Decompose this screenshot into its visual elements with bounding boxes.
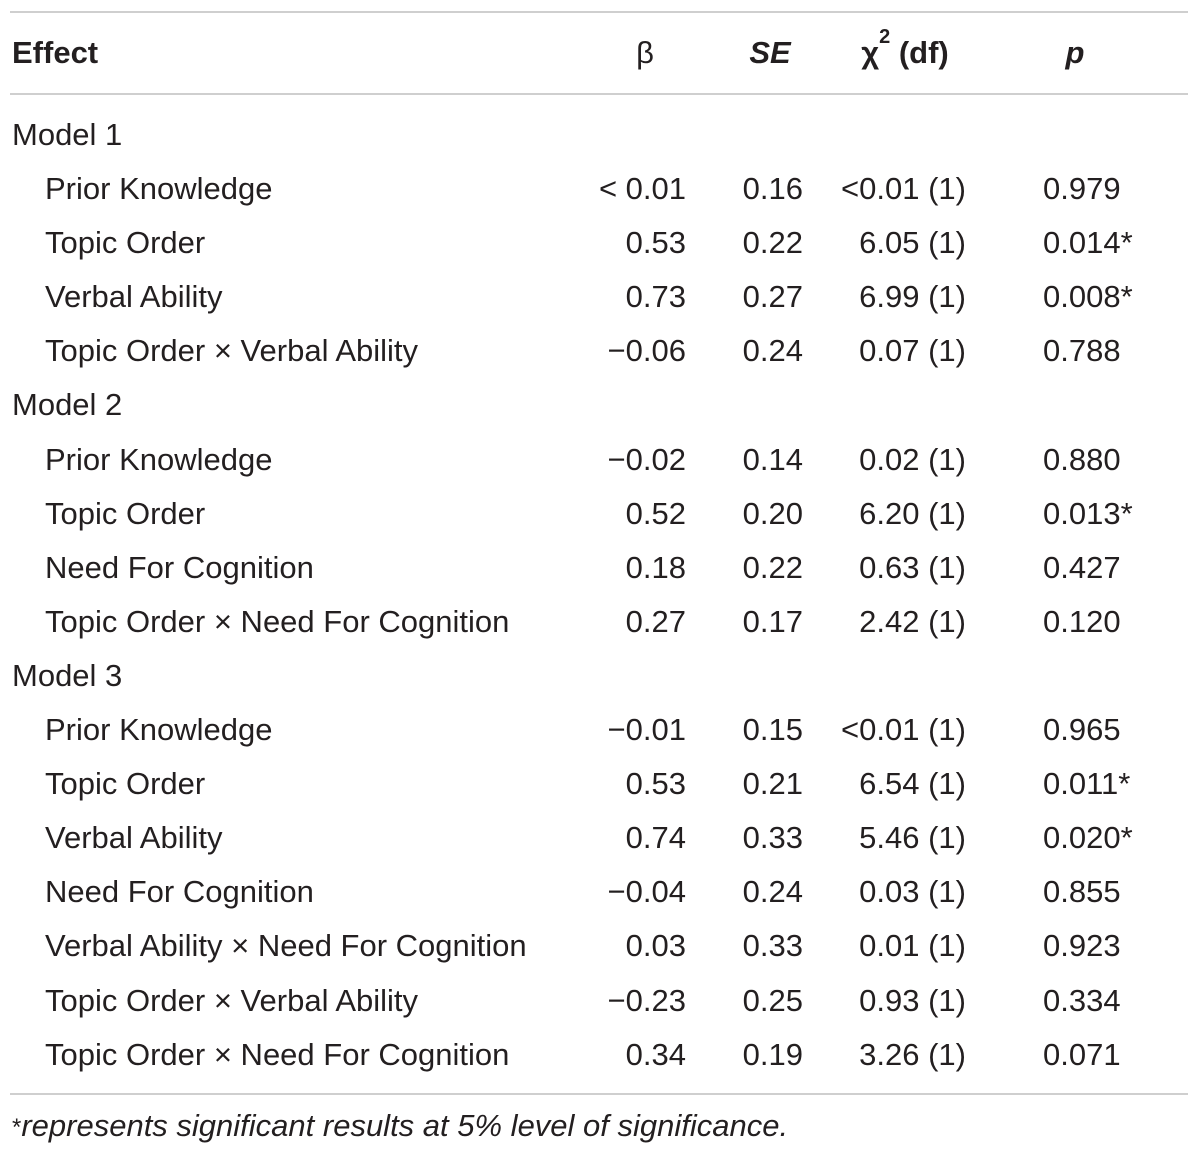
p-value-cell: 0.334 [1043,982,1121,1018]
se-cell: 0.24 [742,874,803,910]
table-bottom-rule [10,1093,1188,1095]
model-label: Model 3 [12,657,123,693]
chi-square-cell: <0.01 (1) [841,171,966,207]
table-row [0,541,1200,595]
table-row [0,703,1200,757]
p-value-cell: 0.923 [1043,928,1121,964]
beta-cell: −0.02 [607,441,686,477]
beta-cell: 0.27 [625,603,686,639]
model-group-row [0,649,1200,703]
se-cell: 0.21 [742,766,803,802]
se-cell: 0.15 [742,712,803,748]
effect-cell: Topic Order [45,225,206,261]
p-value-cell: 0.880 [1043,441,1121,477]
table-row [0,270,1200,324]
effect-cell: Need For Cognition [45,874,314,910]
table-row [0,757,1200,811]
beta-cell: < 0.01 [598,171,686,207]
chi-square-cell: <0.01 (1) [841,712,966,748]
beta-cell: 0.18 [625,549,686,585]
chi-square-cell: 0.63 (1) [859,549,966,585]
table-top-rule [10,11,1188,13]
effect-cell: Verbal Ability × Need For Cognition [45,928,527,964]
table-row [0,216,1200,270]
effect-cell: Verbal Ability [45,820,223,856]
table-row [0,811,1200,865]
p-value-cell: 0.011* [1043,766,1131,802]
table-row [0,162,1200,216]
table-row [0,919,1200,973]
model-label: Model 1 [12,117,123,152]
table-row [0,974,1200,1028]
table-body [0,108,1200,1082]
chi-square-cell: 5.46 (1) [859,820,966,856]
chi-df-label: (df) [890,35,949,70]
se-cell: 0.33 [742,928,803,964]
footnote-text: represents significant results at 5% level of significance. [21,1108,789,1143]
chi-square-cell: 3.26 (1) [859,1036,966,1072]
effect-cell: Topic Order [45,766,206,802]
p-value-cell: 0.788 [1043,333,1121,369]
table-footnote [12,1104,788,1148]
chi-square-cell: 0.02 (1) [859,441,966,477]
se-cell: 0.33 [742,820,803,856]
beta-cell: 0.74 [625,820,686,856]
chi-superscript: 2 [879,26,891,48]
table-row [0,324,1200,378]
chi-symbol: χ [861,35,880,70]
beta-cell: 0.34 [625,1036,686,1072]
effect-cell: Topic Order [45,495,206,531]
p-value-cell: 0.979 [1043,171,1121,207]
effect-cell: Prior Knowledge [45,712,273,748]
footnote-marker: * [12,1114,22,1141]
chi-square-cell: 6.20 (1) [859,495,966,531]
effect-cell: Verbal Ability [45,279,223,315]
beta-cell: −0.04 [607,874,686,910]
se-cell: 0.25 [742,982,803,1018]
column-header-beta: β [636,35,654,70]
column-header-p: p [1065,35,1085,70]
beta-cell: 0.03 [625,928,686,964]
table-row [0,487,1200,541]
beta-cell: −0.01 [607,712,686,748]
header-rule [10,93,1188,95]
p-value-cell: 0.965 [1043,712,1121,748]
model-label: Model 2 [12,387,123,423]
chi-square-cell: 6.99 (1) [859,279,966,315]
p-value-cell: 0.855 [1043,874,1121,910]
se-cell: 0.24 [742,333,803,369]
se-cell: 0.14 [742,441,803,477]
effect-cell: Topic Order × Verbal Ability [45,982,419,1018]
p-value-cell: 0.008* [1043,279,1133,315]
se-cell: 0.16 [742,171,803,207]
chi-square-cell: 6.54 (1) [859,766,966,802]
se-cell: 0.19 [742,1036,803,1072]
beta-cell: 0.52 [625,495,686,531]
effect-cell: Prior Knowledge [45,171,273,207]
p-value-cell: 0.013* [1043,495,1133,531]
se-cell: 0.22 [742,549,803,585]
chi-square-cell: 0.03 (1) [859,874,966,910]
p-value-cell: 0.020* [1043,820,1133,856]
chi-square-cell: 2.42 (1) [859,603,966,639]
effect-cell: Topic Order × Need For Cognition [45,1036,510,1072]
chi-square-cell: 6.05 (1) [859,225,966,261]
beta-cell: 0.53 [625,766,686,802]
effect-cell: Topic Order × Need For Cognition [45,603,510,639]
table-row [0,433,1200,487]
beta-cell: −0.06 [607,333,686,369]
p-value-cell: 0.071 [1043,1036,1121,1072]
se-cell: 0.27 [742,279,803,315]
chi-square-cell: 0.01 (1) [859,928,966,964]
se-cell: 0.22 [742,225,803,261]
table-row [0,1028,1200,1082]
p-value-cell: 0.427 [1043,549,1121,585]
column-header-se: SE [749,35,791,70]
beta-cell: −0.23 [607,982,686,1018]
se-cell: 0.17 [742,603,803,639]
column-header-chi-square [830,26,980,75]
effect-cell: Prior Knowledge [45,441,273,477]
model-group-row [0,378,1200,432]
table-row [0,865,1200,919]
beta-cell: 0.73 [625,279,686,315]
table-row [0,595,1200,649]
effect-cell: Topic Order × Verbal Ability [45,333,419,369]
chi-square-cell: 0.93 (1) [859,982,966,1018]
beta-cell: 0.53 [625,225,686,261]
se-cell: 0.20 [742,495,803,531]
p-value-cell: 0.014* [1043,225,1133,261]
p-value-cell: 0.120 [1043,603,1121,639]
model-group-row [0,108,1200,162]
chi-square-cell: 0.07 (1) [859,333,966,369]
column-header-effect: Effect [12,35,99,70]
effect-cell: Need For Cognition [45,549,314,585]
